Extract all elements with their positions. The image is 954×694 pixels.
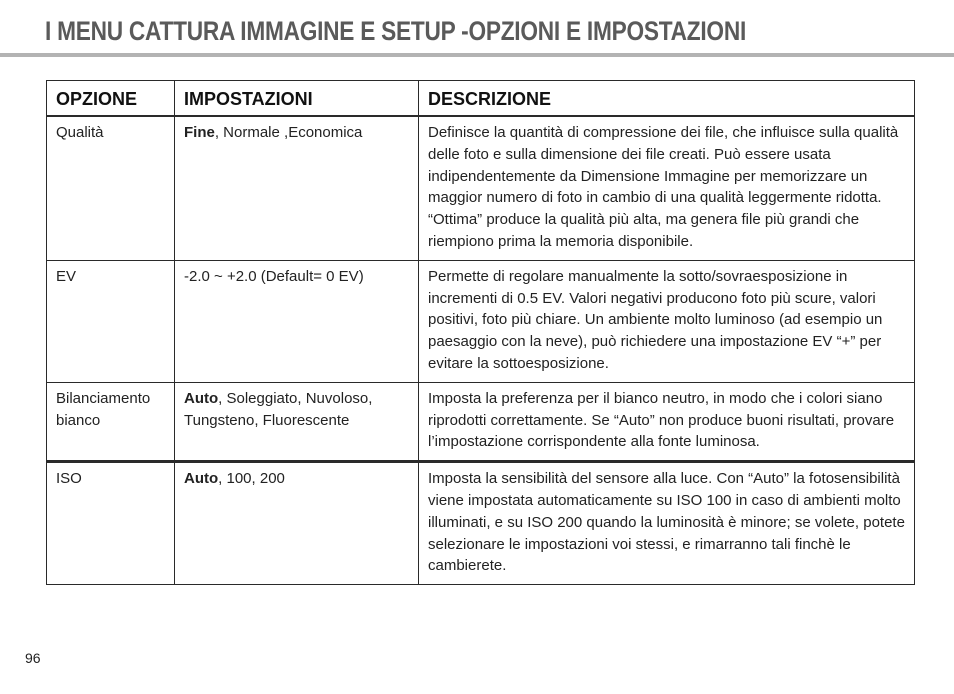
- option-cell: ISO: [47, 462, 175, 585]
- default-setting: Fine: [184, 124, 215, 141]
- settings-cell: [175, 462, 419, 585]
- default-setting: Auto: [184, 389, 219, 407]
- page-title: I MENU CATTURA IMMAGINE E SETUP -OPZIONI E IMPOSTAZIONI: [45, 16, 746, 46]
- title-divider: [0, 53, 954, 57]
- table-row: [47, 260, 915, 382]
- option-cell: Qualità: [47, 116, 175, 260]
- page-number: 96: [25, 650, 41, 666]
- table-header-row: [47, 81, 915, 117]
- option-cell: EV: [47, 260, 175, 382]
- option-cell: Bilanciamento bianco: [47, 382, 175, 461]
- table-row: [47, 382, 915, 461]
- other-settings: , 100, 200: [218, 470, 285, 488]
- default-setting: Auto: [184, 470, 219, 488]
- table-row: [47, 462, 915, 585]
- column-header-description: DESCRIZIONE: [419, 81, 915, 117]
- settings-table: [46, 80, 915, 585]
- description-cell: Imposta la preferenza per il bianco neutro, in modo che i colori siano riprodotti correttamente. Se “Auto” non produce buoni risultati, provare l’impostazione corrispondente alla fonte luminosa.: [419, 382, 915, 461]
- description-cell: Permette di regolare manualmente la sotto/sovraesposizione in incrementi di 0.5 EV. Valori negativi producono foto più scure, valori positivi, foto più chiare. Un ambiente molto luminoso (ad esempio un paesaggio con la neve), può richiedere una impostazione EV “+” per evitare la sottoesposizione.: [419, 260, 915, 382]
- description-cell: Definisce la quantità di compressione dei file, che influisce sulla qualità delle foto e sulla dimensione dei file creati. Può essere usata indipendentemente da Dimensione Immagine per memorizzare un maggior numero di foto in cambio di una qualità leggermente ridotta. “Ottima” produce la qualità più alta, ma genera file più grandi che riempiono prima la memoria disponibile.: [419, 116, 915, 260]
- other-settings: , Normale ,Economica: [214, 124, 363, 141]
- other-settings: -2.0 ~ +2.0 (Default= 0 EV): [184, 267, 364, 285]
- settings-cell: [175, 116, 419, 260]
- settings-cell: [175, 382, 419, 461]
- other-settings: , Soleggiato, Nuvoloso, Tungsteno, Fluorescente: [184, 389, 373, 429]
- description-cell: Imposta la sensibilità del sensore alla luce. Con “Auto” la fotosensibilità viene impostata automaticamente su ISO 100 in caso di ambienti molto illuminati, e su ISO 200 quando la luminosità è minore; se volete, potete selezionare le impostazioni voi stessi, e rimarranno tali finchè le cambierete.: [419, 462, 915, 585]
- settings-cell: [175, 260, 419, 382]
- column-header-option: OPZIONE: [47, 81, 175, 117]
- table-row: [47, 116, 915, 260]
- column-header-settings: IMPOSTAZIONI: [175, 81, 419, 117]
